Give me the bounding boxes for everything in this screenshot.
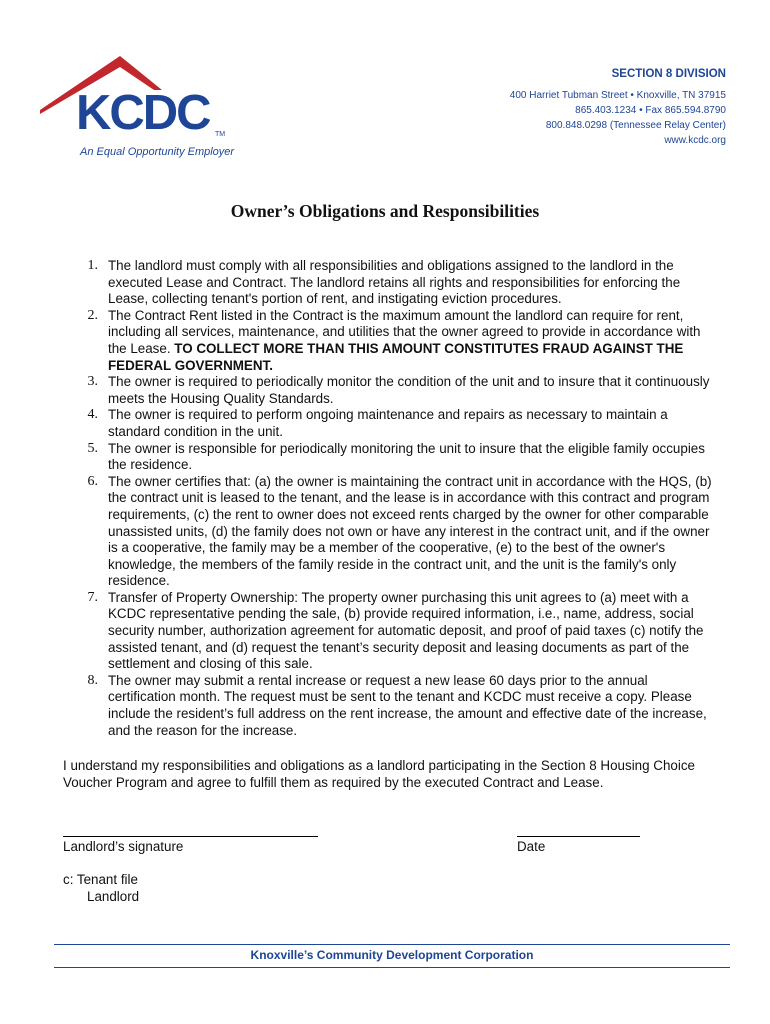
obligations-list: [80, 258, 716, 739]
acknowledgement-statement: I understand my responsibilities and obligations as a landlord participating in the Section 8 Housing Choice Voucher Program and agree to fulfill them as required by the executed Contract and Lease.: [63, 758, 695, 790]
phone-fax-line: 865.403.1234 • Fax 865.594.8790: [575, 105, 726, 116]
list-item: [80, 590, 716, 673]
item-text: The Contract Rent listed in the Contract is the maximum amount the landlord can require for rent, including all services, maintenance, and utilities that the owner agreed to provide in accordance with the Lease.: [108, 307, 701, 356]
item-number: 6.: [87, 473, 98, 489]
item-number: 3.: [87, 374, 98, 390]
address-line: 400 Harriet Tubman Street • Knoxville, TN 37915: [509, 90, 726, 101]
footer-org-name: Knoxville’s Community Development Corporation: [250, 948, 534, 962]
trademark-mark: TM: [215, 131, 226, 138]
list-item: [80, 474, 716, 590]
cc-landlord: Landlord: [87, 889, 140, 904]
footer-divider-bottom: [54, 967, 730, 968]
list-item: [80, 441, 716, 474]
landlord-signature-label: Landlord’s signature: [63, 839, 184, 854]
list-item: [80, 374, 716, 407]
landlord-signature-line[interactable]: [63, 836, 318, 837]
list-item: [80, 308, 716, 374]
date-line[interactable]: [517, 836, 640, 837]
item-number: 1.: [87, 258, 98, 273]
document-title: Owner’s Obligations and Responsibilities: [230, 201, 540, 221]
list-item: [80, 258, 716, 308]
list-item: [80, 407, 716, 440]
list-item: [80, 673, 716, 739]
cc-tenant-file: c: Tenant file: [63, 872, 138, 887]
division-contact-block: [510, 68, 726, 148]
logo-tagline: An Equal Opportunity Employer: [80, 146, 235, 158]
division-name: SECTION 8 DIVISION: [611, 68, 726, 80]
copy-distribution: [63, 871, 139, 905]
item-text: The owner is required to perform ongoing maintenance and repairs as necessary to maintain a standard condition in the unit.: [108, 407, 668, 439]
relay-line: 800.848.0298 (Tennessee Relay Center): [545, 120, 726, 131]
item-text: The owner is required to periodically monitor the condition of the unit and to insure that it continuously meets the Housing Quality Standards.: [108, 374, 710, 406]
kcdc-logo: [40, 56, 240, 161]
item-text: The owner is responsible for periodically monitoring the unit to insure that the eligible family occupies the residence.: [108, 440, 705, 473]
footer-divider-top: [54, 944, 730, 945]
item-text: The landlord must comply with all responsibilities and obligations assigned to the landlord in the executed Lease and Contract. The landlord retains all rights and responsibilities for enforcing the Lease, collecting tenant's portion of rent, and instigating eviction procedures.: [108, 258, 681, 307]
item-text: The owner certifies that: (a) the owner is maintaining the contract unit in accordance with the HQS, (b) the contract unit is leased to the tenant, and the lease is in accordance with this contract and program requirements, (c) the rent to owner does not exceed rents charged by the owner for other comparable unassisted units, (d) the family does not own or have any interest in the contract unit, and if the owner is a cooperative, the family may be a member of the cooperative, (e) to the best of the owner's knowledge, the members of the family reside in the contract unit, and the unit is the family's only residence.: [108, 473, 712, 589]
item-number: 2.: [87, 307, 98, 323]
item-number: 5.: [87, 440, 98, 456]
item-number: 4.: [87, 407, 98, 423]
item-number: 8.: [87, 672, 98, 688]
website-line: www.kcdc.org: [664, 135, 726, 146]
item-number: 7.: [87, 589, 98, 605]
date-label: Date: [517, 839, 546, 854]
fraud-warning: TO COLLECT MORE THAN THIS AMOUNT CONSTITUTES FRAUD AGAINST THE FEDERAL GOVERNMENT.: [108, 340, 684, 373]
item-text: The owner may submit a rental increase or request a new lease 60 days prior to the annual certification month. The request must be sent to the tenant and KCDC must receive a copy. Please include the resident’s full address on the rent increase, the amount and effective date of the increase, and the reason for the increase.: [108, 672, 707, 738]
logo-wordmark: KCDC: [76, 86, 210, 140]
item-text: Transfer of Property Ownership: The property owner purchasing this unit agrees to (a) meet with a KCDC representative pending the sale, (b) provide required information, i.e., name, address, social security number, authorization agreement for automatic deposit, and proof of paid taxes (c) notify the assisted tenant, and (d) request the tenant’s security deposit and leasing documents as part of the settlement and closing of this sale.: [108, 589, 704, 672]
